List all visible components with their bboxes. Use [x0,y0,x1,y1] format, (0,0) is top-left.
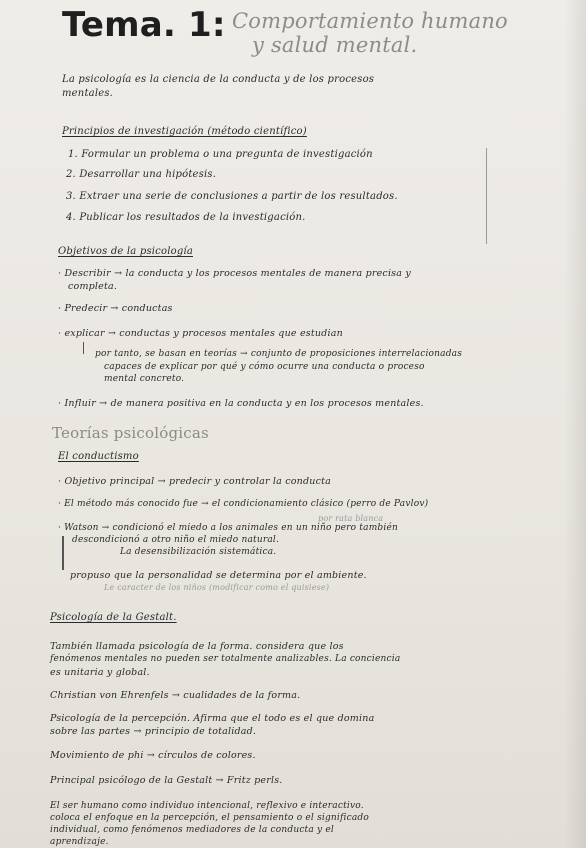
principles-heading: Principios de investigación (método científico) [62,126,307,137]
gestalt-p1-line-2: fenómenos mentales no pueden ser totalmente analizables. La conciencia [50,654,401,664]
gestalt-ehrenfels: Christian von Ehrenfels → cualidades de la forma. [50,690,301,701]
gestalt-p1-line-1: También llamada psicología de la forma. considera que los [50,641,344,652]
objective-describe-line-1: · Describir → la conducta y los procesos mentales de manera precisa y [58,268,411,279]
principles-margin-line [486,148,487,244]
gestalt-perception-line-1: Psicología de la percepción. Afirma que el todo es el que domina [50,713,375,724]
gestalt-p1-line-3: es unitaria y global. [50,667,150,678]
watson-bracket-line [62,536,64,570]
principle-item-2: 2. Desarrollar una hipótesis. [66,169,217,180]
gestalt-final-line-4: aprendizaje. [50,837,109,847]
page-subtitle-line2: y salud mental. [252,33,418,57]
gestalt-final-line-1: El ser humano como individuo intencional, reflexivo e interactivo. [50,801,364,811]
behaviorism-heading: El conductismo [58,451,139,462]
explain-connector [83,342,84,354]
explain-sub-line-1: por tanto, se basan en teorías → conjunto de proposiciones interrelacionadas [95,349,463,359]
behaviorism-annotation: por rata blanca [318,514,384,523]
behaviorism-proposal: propuso que la personalidad se determina por el ambiente. [70,570,367,581]
gestalt-final-line-3: individual, como fenómenos mediadores de la conducta y el [50,825,334,835]
behaviorism-method: · El método más conocido fue → el condicionamiento clásico (perro de Pavlov) [58,499,429,509]
page-title: Tema. 1: [62,5,226,45]
objective-predict: · Predecir → conductas [58,303,173,314]
behaviorism-proposal-note: Le caracter de los niños (modificar como el quisiese) [104,583,330,592]
gestalt-heading: Psicología de la Gestalt. [50,612,177,623]
gestalt-final-line-2: coloca el enfoque en la percepción, el pensamiento o el significado [50,813,370,823]
theories-heading: Teorías psicológicas [52,424,209,442]
objective-explain: · explicar → conductas y procesos mentales que estudian [58,328,343,339]
watson-line-2: descondicionó a otro niño el miedo natural. [72,535,280,545]
gestalt-phi: Movimiento de phi → círculos de colores. [50,750,256,761]
intro-line-2: mentales. [62,88,114,99]
principle-item-3: 3. Extraer una serie de conclusiones a partir de los resultados. [66,191,398,202]
principle-item-1: 1. Formular un problema o una pregunta de investigación [68,149,373,160]
watson-line-1: · Watson → condicionó el miedo a los animales en un niño pero también [58,523,398,533]
objectives-heading: Objetivos de la psicología [58,246,193,257]
intro-line-1: La psicología es la ciencia de la conducta y de los procesos [62,74,375,85]
principle-item-4: 4. Publicar los resultados de la investigación. [66,212,306,223]
watson-line-3: La desensibilización sistemática. [120,547,277,557]
objective-describe-line-2: completa. [68,281,118,292]
explain-sub-line-2: capaces de explicar por qué y cómo ocurre una conducta o proceso [104,362,425,372]
objective-influence: · Influir → de manera positiva en la conducta y en los procesos mentales. [58,398,424,409]
page-subtitle-line1: Comportamiento humano [232,9,508,33]
gestalt-perls: Principal psicólogo de la Gestalt → Fritz perls. [50,775,283,786]
gestalt-perception-line-2: sobre las partes → principio de totalidad. [50,726,257,737]
page-shadow [564,0,586,848]
behaviorism-objective: · Objetivo principal → predecir y controlar la conducta [58,476,331,487]
explain-sub-line-3: mental concreto. [104,374,185,384]
